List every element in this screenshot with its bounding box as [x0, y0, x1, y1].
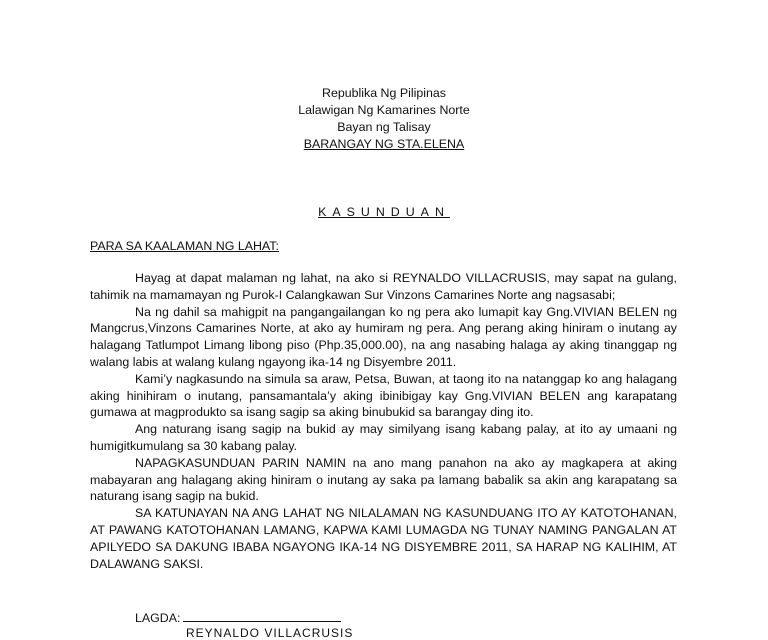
paragraph: Ang naturang isang sagip na bukid ay may similyang isang kabang palay, at ito ay umaani ng humigitkumulang sa 30 kabang palay. [90, 422, 677, 453]
letterhead-country: Republika Ng Pilipinas [322, 86, 446, 100]
letterhead [0, 85, 768, 153]
document-body [90, 270, 677, 572]
letterhead-province: Lalawigan Ng Kamarines Norte [298, 103, 470, 117]
paragraph: NAPAGKASUNDUAN PARIN NAMIN na ano mang panahon na ako ay magkapera at aking mabayaran ang halagang aking hiniram o inutang ay saka pa lamang babalik sa akin ang karapatang sa naturang isang sagip na bukid. [90, 455, 677, 504]
paragraph: Hayag at dapat malaman ng lahat, na ako si REYNALDO VILLACRUSIS, may sapat na gulang, tahimik na mamamayan ng Purok-I Calangkawan Sur Vinzons Camarines Norte ang nagsasabi; [90, 271, 677, 302]
letterhead-barangay: BARANGAY NG STA.ELENA [303, 137, 465, 151]
signature-block [135, 609, 341, 625]
document-title: KASUNDUAN [318, 205, 450, 219]
paragraph: Kami’y nagkasundo na simula sa araw, Petsa, Buwan, at taong ito na natanggap ko ang halagang aking hinihiram o inutang, pansamantala’y aking ibinibigay kay Gng.VIVIAN BELEN ang karapatang gumawa at magprodukto sa isang sagip sa aking binubukid sa barangay ding ito. [90, 371, 677, 420]
letterhead-municipality: Bayan ng Talisay [337, 120, 431, 134]
signer-name: REYNALDO VILLACRUSIS [186, 626, 354, 640]
signature-label: LAGDA: [135, 611, 181, 625]
paragraph: Na ng dahil sa mahigpit na pangangailangan ko ng pera ako lumapit kay Gng.VIVIAN BELEN ng Mangcrus,Vinzons Camarines Norte, at ako ay humiram ng pera. Ang perang aking hiniram o inutang ay halagang Tatlumpot Limang libong piso (Php.35,000.00), na ang nasabing halaga ay aking tinanggap ng walang labis at walang kulang ngayong ika-14 ng Disyembre 2011. [90, 304, 677, 369]
paragraph: SA KATUNAYAN NA ANG LAHAT NG NILALAMAN NG KASUNDUANG ITO AY KATOTOHANAN, AT PAWANG KATOTOHANAN LAMANG, KAPWA KAMI LUMAGDA NG TUNAY NAMING PANGALAN AT APILYEDO SA DAKUNG IBABA NGAYONG IKA-14 NG DISYEMBRE 2011, SA HARAP NG KALIHIM, AT DALAWANG SAKSI. [90, 506, 677, 571]
signature-line [183, 609, 341, 622]
salutation: PARA SA KAALAMAN NG LAHAT: [90, 239, 279, 253]
